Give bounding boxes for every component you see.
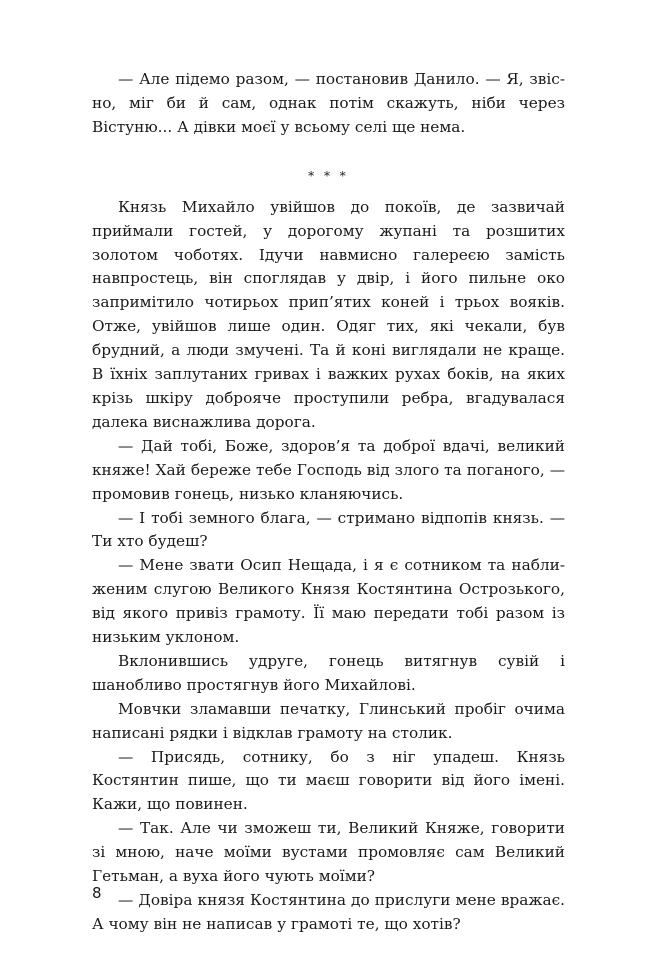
page-number: 8: [92, 884, 102, 902]
paragraph: — Дай тобі, Боже, здоров’я та доброї вдачі, великий княже! Хай береже тебе Господь від злого та поганого, — промовив гонець, низько кланяючись.: [92, 436, 565, 503]
paragraph: — Але підемо разом, — постановив Данило. — Я, звісно, міг би й сам, однак потім скажуть, ніби через Вістуню... А дівки моєї у всьому селі ще нема.: [92, 70, 565, 136]
paragraph: Вклонившись удруге, гонець витягнув сувій і шанобливо простягнув його Михайлові.: [92, 651, 565, 694]
paragraph: — Присядь, сотнику, бо з ніг упадеш. Князь Костянтин пише, що ти маєш говорити від його імені. Кажи, що повинен.: [92, 747, 565, 814]
paragraph: — І тобі земного блага, — стримано відпопів князь. —Ти хто будеш?: [92, 508, 565, 551]
paragraph: — Мене звати Осип Нещада, і я є сотником та наближеним слугою Великого Князя Костянтина Острозького, від якого привіз грамоту. Її маю передати тобі разом із низьким уклоном.: [92, 556, 565, 647]
paragraph: Князь Михайло увійшов до покоїв, де зазвичай приймали гостей, у дорогому жупані та розшитих золотом чоботях. Ідучи навмисно галереєю замість навпростець, він споглядав у двір, і його пильне око запримітило чотирьох прип’ятих коней і трьох вояків. Отже, увійшов лише один. Одяг тих, які чекали, був брудний, а люди змучені. Та й коні виглядали не краще. В їхніх заплутаних гривах і важких рухах боків, на яких крізь шкіру доброяче проступили ребра, вгадувалася далека виснажлива дорога.: [92, 197, 565, 431]
section-separator: * * *: [308, 168, 349, 183]
page-body: [92, 68, 565, 937]
paragraph: Мовчки зламавши печатку, Глинський пробіг очима написані рядки і відклав грамоту на столик.: [92, 699, 565, 742]
paragraph: — Довіра князя Костянтина до прислуги мене вражає. А чому він не написав у грамоті те, що хотів?: [92, 891, 565, 933]
paragraph: — Так. Але чи зможеш ти, Великий Княже, говорити зі мною, наче моїми вустами промовляє сам Великий Гетьман, а вуха його чують моїми?: [92, 819, 565, 886]
